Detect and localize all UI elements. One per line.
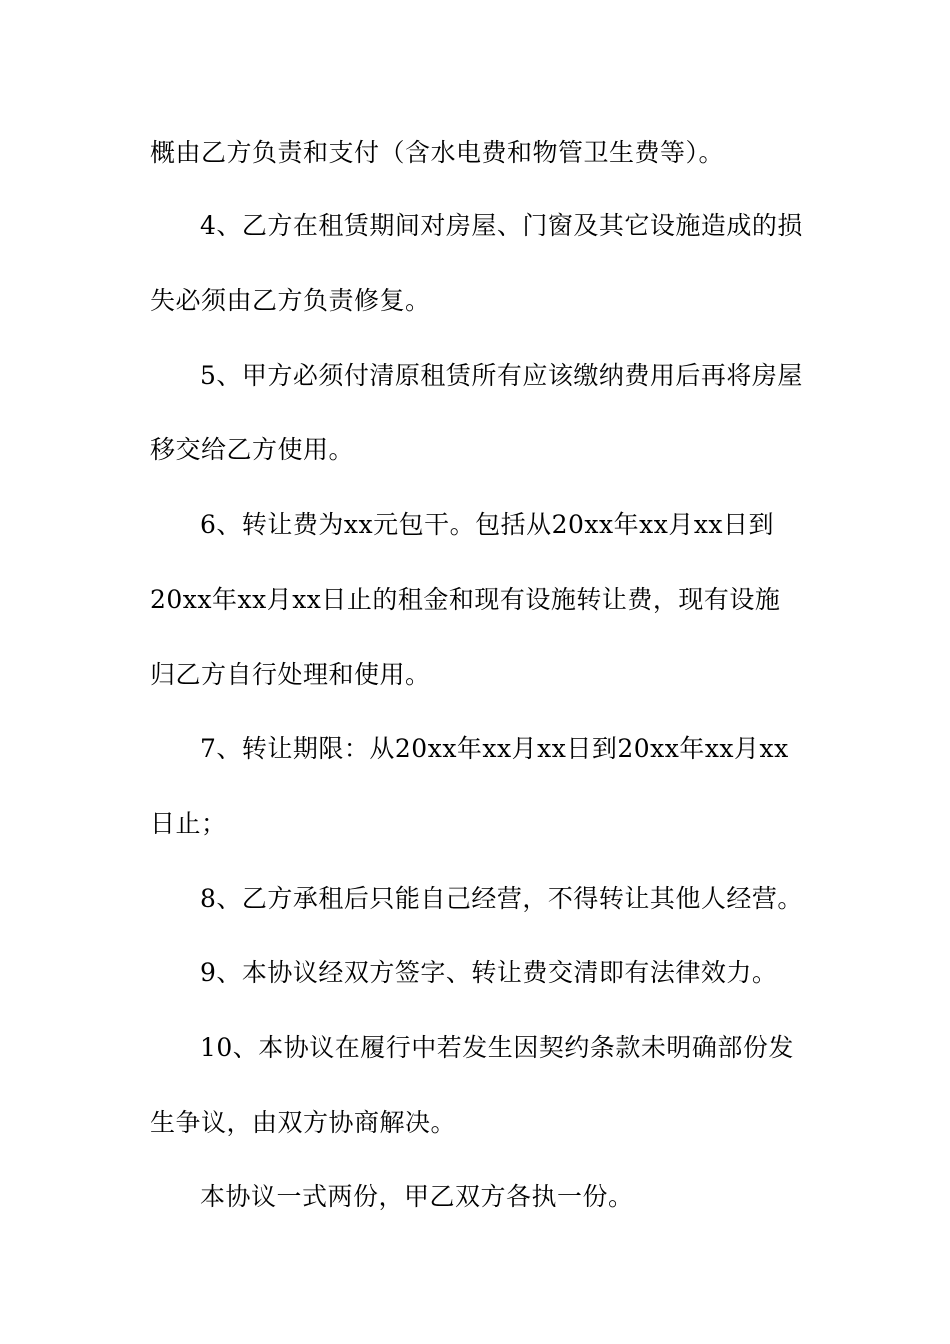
text-line: 20xx年xx月xx日止的租金和现有设施转让费，现有设施 <box>150 585 781 614</box>
text-line: 概由乙方负责和支付（含水电费和物管卫生费等）。 <box>150 138 725 167</box>
text-line: 归乙方自行处理和使用。 <box>150 660 431 689</box>
text-line: 5、甲方必须付清原租赁所有应该缴纳费用后再将房屋 <box>200 361 803 390</box>
text-line: 8、乙方承租后只能自己经营，不得转让其他人经营。 <box>200 884 803 913</box>
text-line: 4、乙方在租赁期间对房屋、门窗及其它设施造成的损 <box>200 211 803 240</box>
text-line: 日止； <box>150 809 227 838</box>
text-line: 失必须由乙方负责修复。 <box>150 286 431 315</box>
text-line: 10、本协议在履行中若发生因契约条款未明确部份发 <box>200 1033 794 1062</box>
text-line: 移交给乙方使用。 <box>150 435 355 464</box>
text-line: 6、转让费为xx元包干。包括从20xx年xx月xx日到 <box>200 510 775 539</box>
text-line: 生争议，由双方协商解决。 <box>150 1108 457 1137</box>
text-line: 9、本协议经双方签字、转让费交清即有法律效力。 <box>200 958 778 987</box>
text-line: 7、转让期限：从20xx年xx月xx日到20xx年xx月xx <box>200 734 789 763</box>
text-line: 本协议一式两份，甲乙双方各执一份。 <box>200 1182 634 1211</box>
